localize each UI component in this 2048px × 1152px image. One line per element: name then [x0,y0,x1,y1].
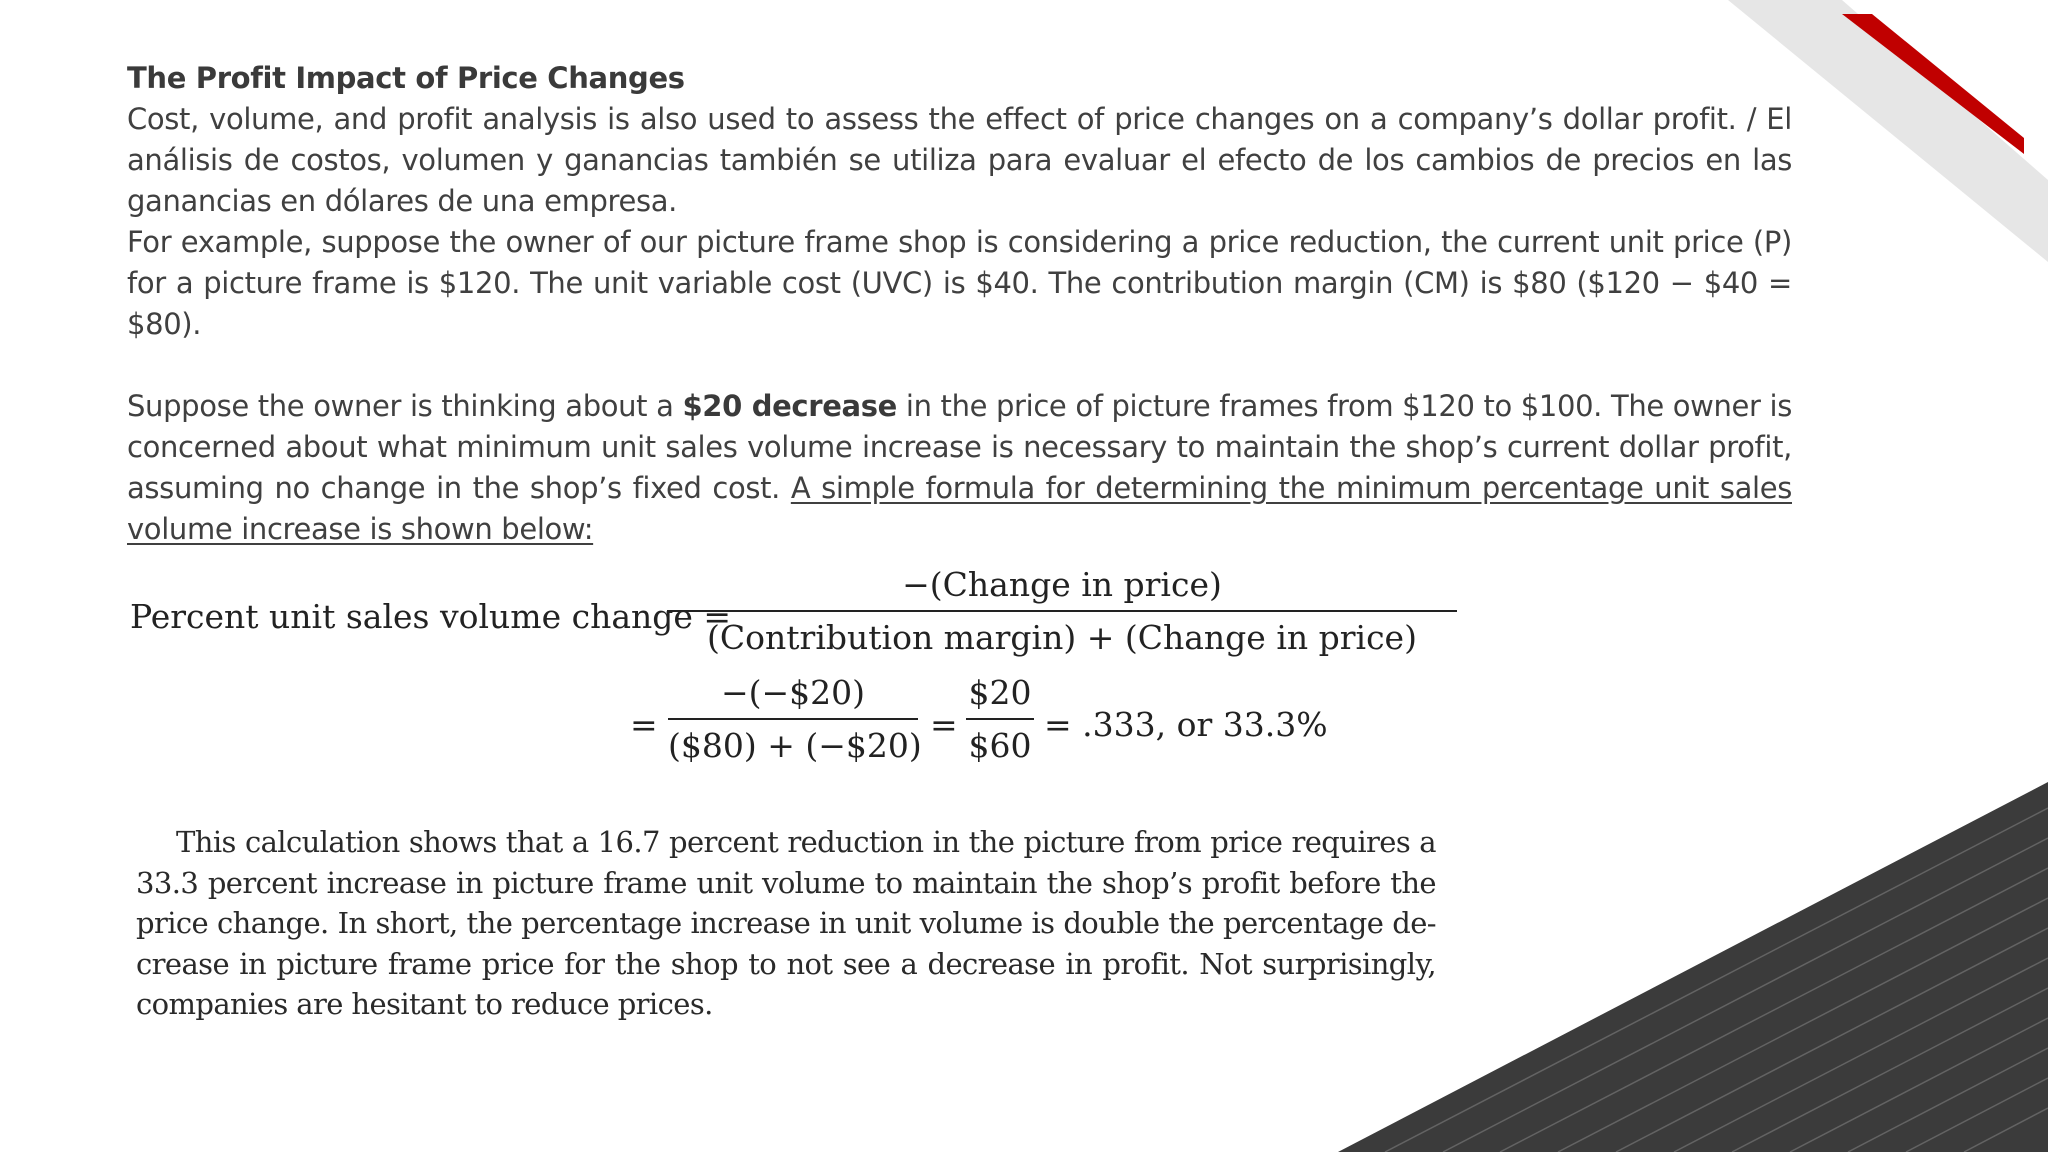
paragraph-gap [127,345,1792,386]
paragraph-price-decrease [127,386,1792,550]
slide-title: The Profit Impact of Price Changes [127,61,685,95]
slide-text [127,58,1792,550]
paragraph-cvp-intro: Cost, volume, and profit analysis is also used to assess the effect of price changes on a company’s dollar profit. / El análisis de costos, volumen y ganancias también se utiliza para evaluar el efecto de los cambios de precios en las ganancias en dólares de una empresa. [127,102,1792,218]
main-numerator: −(Change in price) [902,565,1222,604]
formula-equals-1: = [630,705,658,744]
simple-denominator: $60 [968,726,1032,765]
formula-intro-underlined: A simple formula for determining the minimum percentage unit sales volume increase is shown below: [127,471,1792,546]
calc-fraction [668,673,922,765]
main-fraction [667,565,1457,657]
calc-numerator: −(−$20) [720,673,866,712]
bottom-right-band-lines [1385,808,2048,1152]
formula-label: Percent unit sales volume change = [130,597,732,636]
price-decrease-highlight: $20 decrease [682,389,897,423]
bottom-right-dark-band [1338,782,2048,1152]
calc-denominator: ($80) + (−$20) [668,726,922,765]
paragraph-price-decrease-mid: in the price of picture frames from $120 to $100. The owner is concerned about what minimum unit sales volume increase is necessary to maintain the shop’s current dollar profit, assuming no change in the shop’s fixed cost. [127,389,1792,505]
paragraph-example: For example, suppose the owner of our picture frame shop is considering a price reduction, the current unit price (P) for a picture frame is $120. The unit variable cost (UVC) is $40. The contribution margin (CM) is $80 ($120 − $40 = $80). [127,225,1792,341]
book-excerpt [136,822,1436,1025]
main-denominator: (Contribution margin) + (Change in price) [707,618,1417,657]
book-excerpt-text: This calculation shows that a 16.7 percent reduction in the picture from price requires a 33.3 percent increase in picture frame unit volume to maintain the shop’s profit before the price change. In short, the percentage increase in unit volume is double the percentage de-crease in picture frame price for the shop to not see a decrease in profit. Not surprisingly, companies are hesitant to reduce prices. [136,825,1436,1021]
formula-result: = .333, or 33.3% [1044,705,1328,744]
paragraph-price-decrease-start: Suppose the owner is thinking about a [127,389,683,423]
simple-fraction [966,673,1034,765]
simple-numerator: $20 [968,673,1032,712]
formula-equals-2: = [930,705,958,744]
